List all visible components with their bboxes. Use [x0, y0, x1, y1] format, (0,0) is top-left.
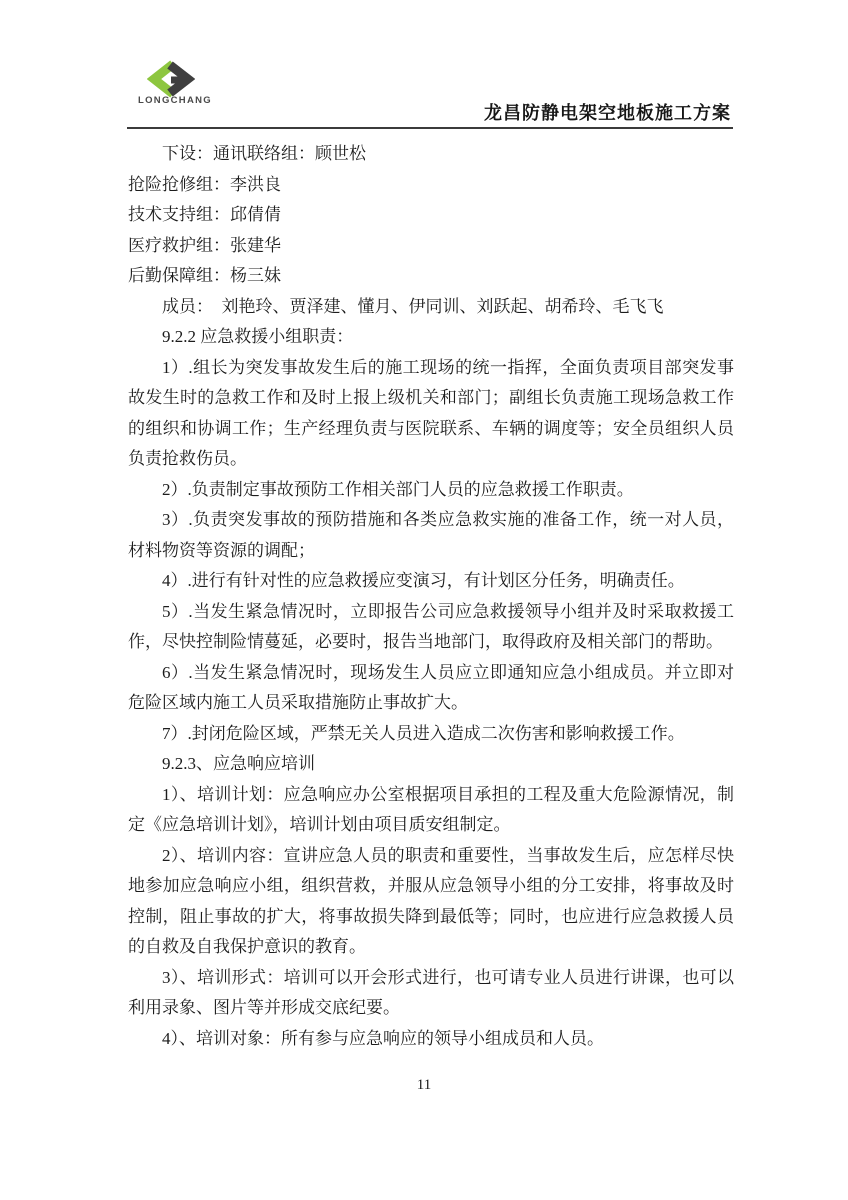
page-number: 11: [416, 1077, 432, 1093]
members-line: 成员： 刘艳玲、贾泽建、懂月、伊同训、刘跃起、胡希玲、毛飞飞: [162, 296, 664, 316]
training-item-4: 4）、培训对象：所有参与应急响应的领导小组成员和人员。: [162, 1028, 604, 1048]
org-group-line-logistics: 后勤保障组：杨三妹: [128, 266, 281, 285]
section-9-2-2-heading: 9.2.2 应急救援小组职责：: [162, 327, 354, 346]
training-item-2: 2）、培训内容：宣讲应急人员的职责和重要性，当事故发生后，应怎样尽快地参加应急响应小组，组织营救，并服从应急领导小组的分工安排，将事故及时控制，阻止事故的扩大，将事故损失降到最低等；同时，也应进行应急救援人员的自救及自我保护意识的教育。: [128, 845, 734, 956]
section-9-2-3-heading: 9.2.3、应急响应培训: [162, 754, 315, 773]
longchang-logo-icon: [147, 60, 195, 98]
logo-wordmark: LONGCHANG: [138, 95, 212, 106]
header-divider: [127, 127, 733, 129]
training-item-3: 3）、培训形式：培训可以开会形式进行，也可请专业人员进行讲课，也可以利用录象、图片等并形成交底纪要。: [128, 967, 734, 1017]
duty-item-1: 1）.组长为突发事故发生后的施工现场的统一指挥，全面负责项目部突发事故发生时的急救工作和及时上报上级机关和部门；副组长负责施工现场急救工作的组织和协调工作；生产经理负责与医院联系、车辆的调度等；安全员组织人员负责抢救伤员。: [128, 357, 734, 468]
org-group-line-tech: 技术支持组：邱倩倩: [128, 205, 281, 224]
duty-item-7: 7）.封闭危险区域，严禁无关人员进入造成二次伤害和影响救援工作。: [162, 723, 685, 743]
duty-item-4: 4）.进行有针对性的应急救援应变演习，有计划区分任务，明确责任。: [162, 571, 685, 590]
training-item-1: 1）、培训计划：应急响应办公室根据项目承担的工程及重大危险源情况，制定《应急培训计划》，培训计划由项目质安组制定。: [128, 784, 734, 834]
duty-item-2: 2）.负责制定事故预防工作相关部门人员的应急救援工作职责。: [162, 479, 634, 499]
duty-item-6: 6）.当发生紧急情况时，现场发生人员应立即通知应急小组成员。并立即对危险区域内施工人员采取措施防止事故扩大。: [128, 662, 734, 712]
document-body: [128, 139, 734, 1054]
org-structure-line: 下设：通讯联络组：顾世松: [162, 144, 366, 163]
org-group-line-medical: 医疗救护组：张建华: [128, 235, 281, 255]
duty-item-3: 3）.负责突发事故的预防措施和各类应急救实施的准备工作，统一对人员，材料物资等资源的调配；: [128, 510, 734, 560]
duty-item-5: 5）.当发生紧急情况时，立即报告公司应急救援领导小组并及时采取救援工作，尽快控制险情蔓延，必要时，报告当地部门，取得政府及相关部门的帮助。: [128, 601, 734, 651]
org-group-line-rescue: 抢险抢修组：李洪良: [128, 174, 281, 194]
document-title: 龙昌防静电架空地板施工方案: [484, 103, 731, 123]
